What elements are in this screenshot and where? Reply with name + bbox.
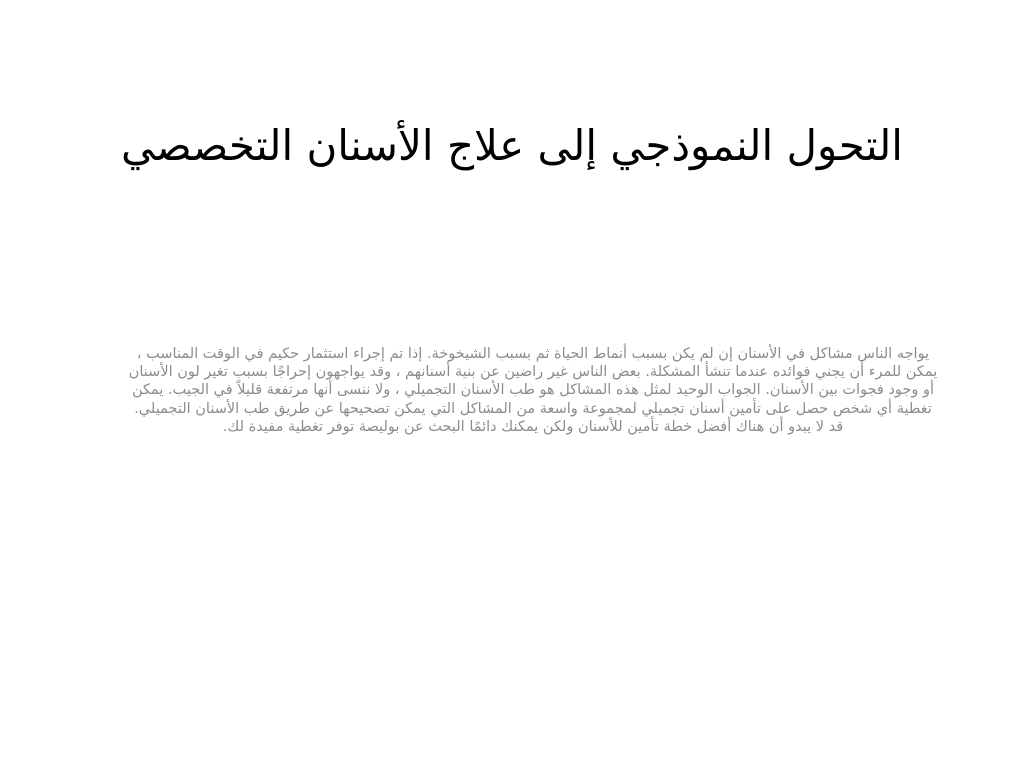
slide-body-text: يواجه الناس مشاكل في الأسنان إن لم يكن بسبب أنماط الحياة ثم بسبب الشيخوخة. إذا تم إجراء استثمار حكيم في الوقت المناسب ، يمكن للمرء أن يجني فوائده عندما تنشأ المشكلة. بعض الناس غير راضين عن بنية أسنانهم ، وقد يواجهون إحراجًا بسبب تغير لون الأسنان أو وجود فجوات بين الأسنان. الجواب الوحيد لمثل هذه المشاكل هو طب الأسنان التجميلي ، ولا ننسى أنها مرتفعة قليلاً في الجيب. يمكن تغطية أي شخص حصل على تأمين أسنان تجميلي لمجموعة واسعة من المشاكل التي يمكن تصحيحها عن طريق طب الأسنان التجميلي. قد لا يبدو أن هناك أفضل خطة تأمين للأسنان ولكن يمكنك دائمًا البحث عن بوليصة توفر تغطية مفيدة لك. <box>128 346 938 435</box>
slide-title: التحول النموذجي إلى علاج الأسنان التخصصي <box>121 121 903 170</box>
